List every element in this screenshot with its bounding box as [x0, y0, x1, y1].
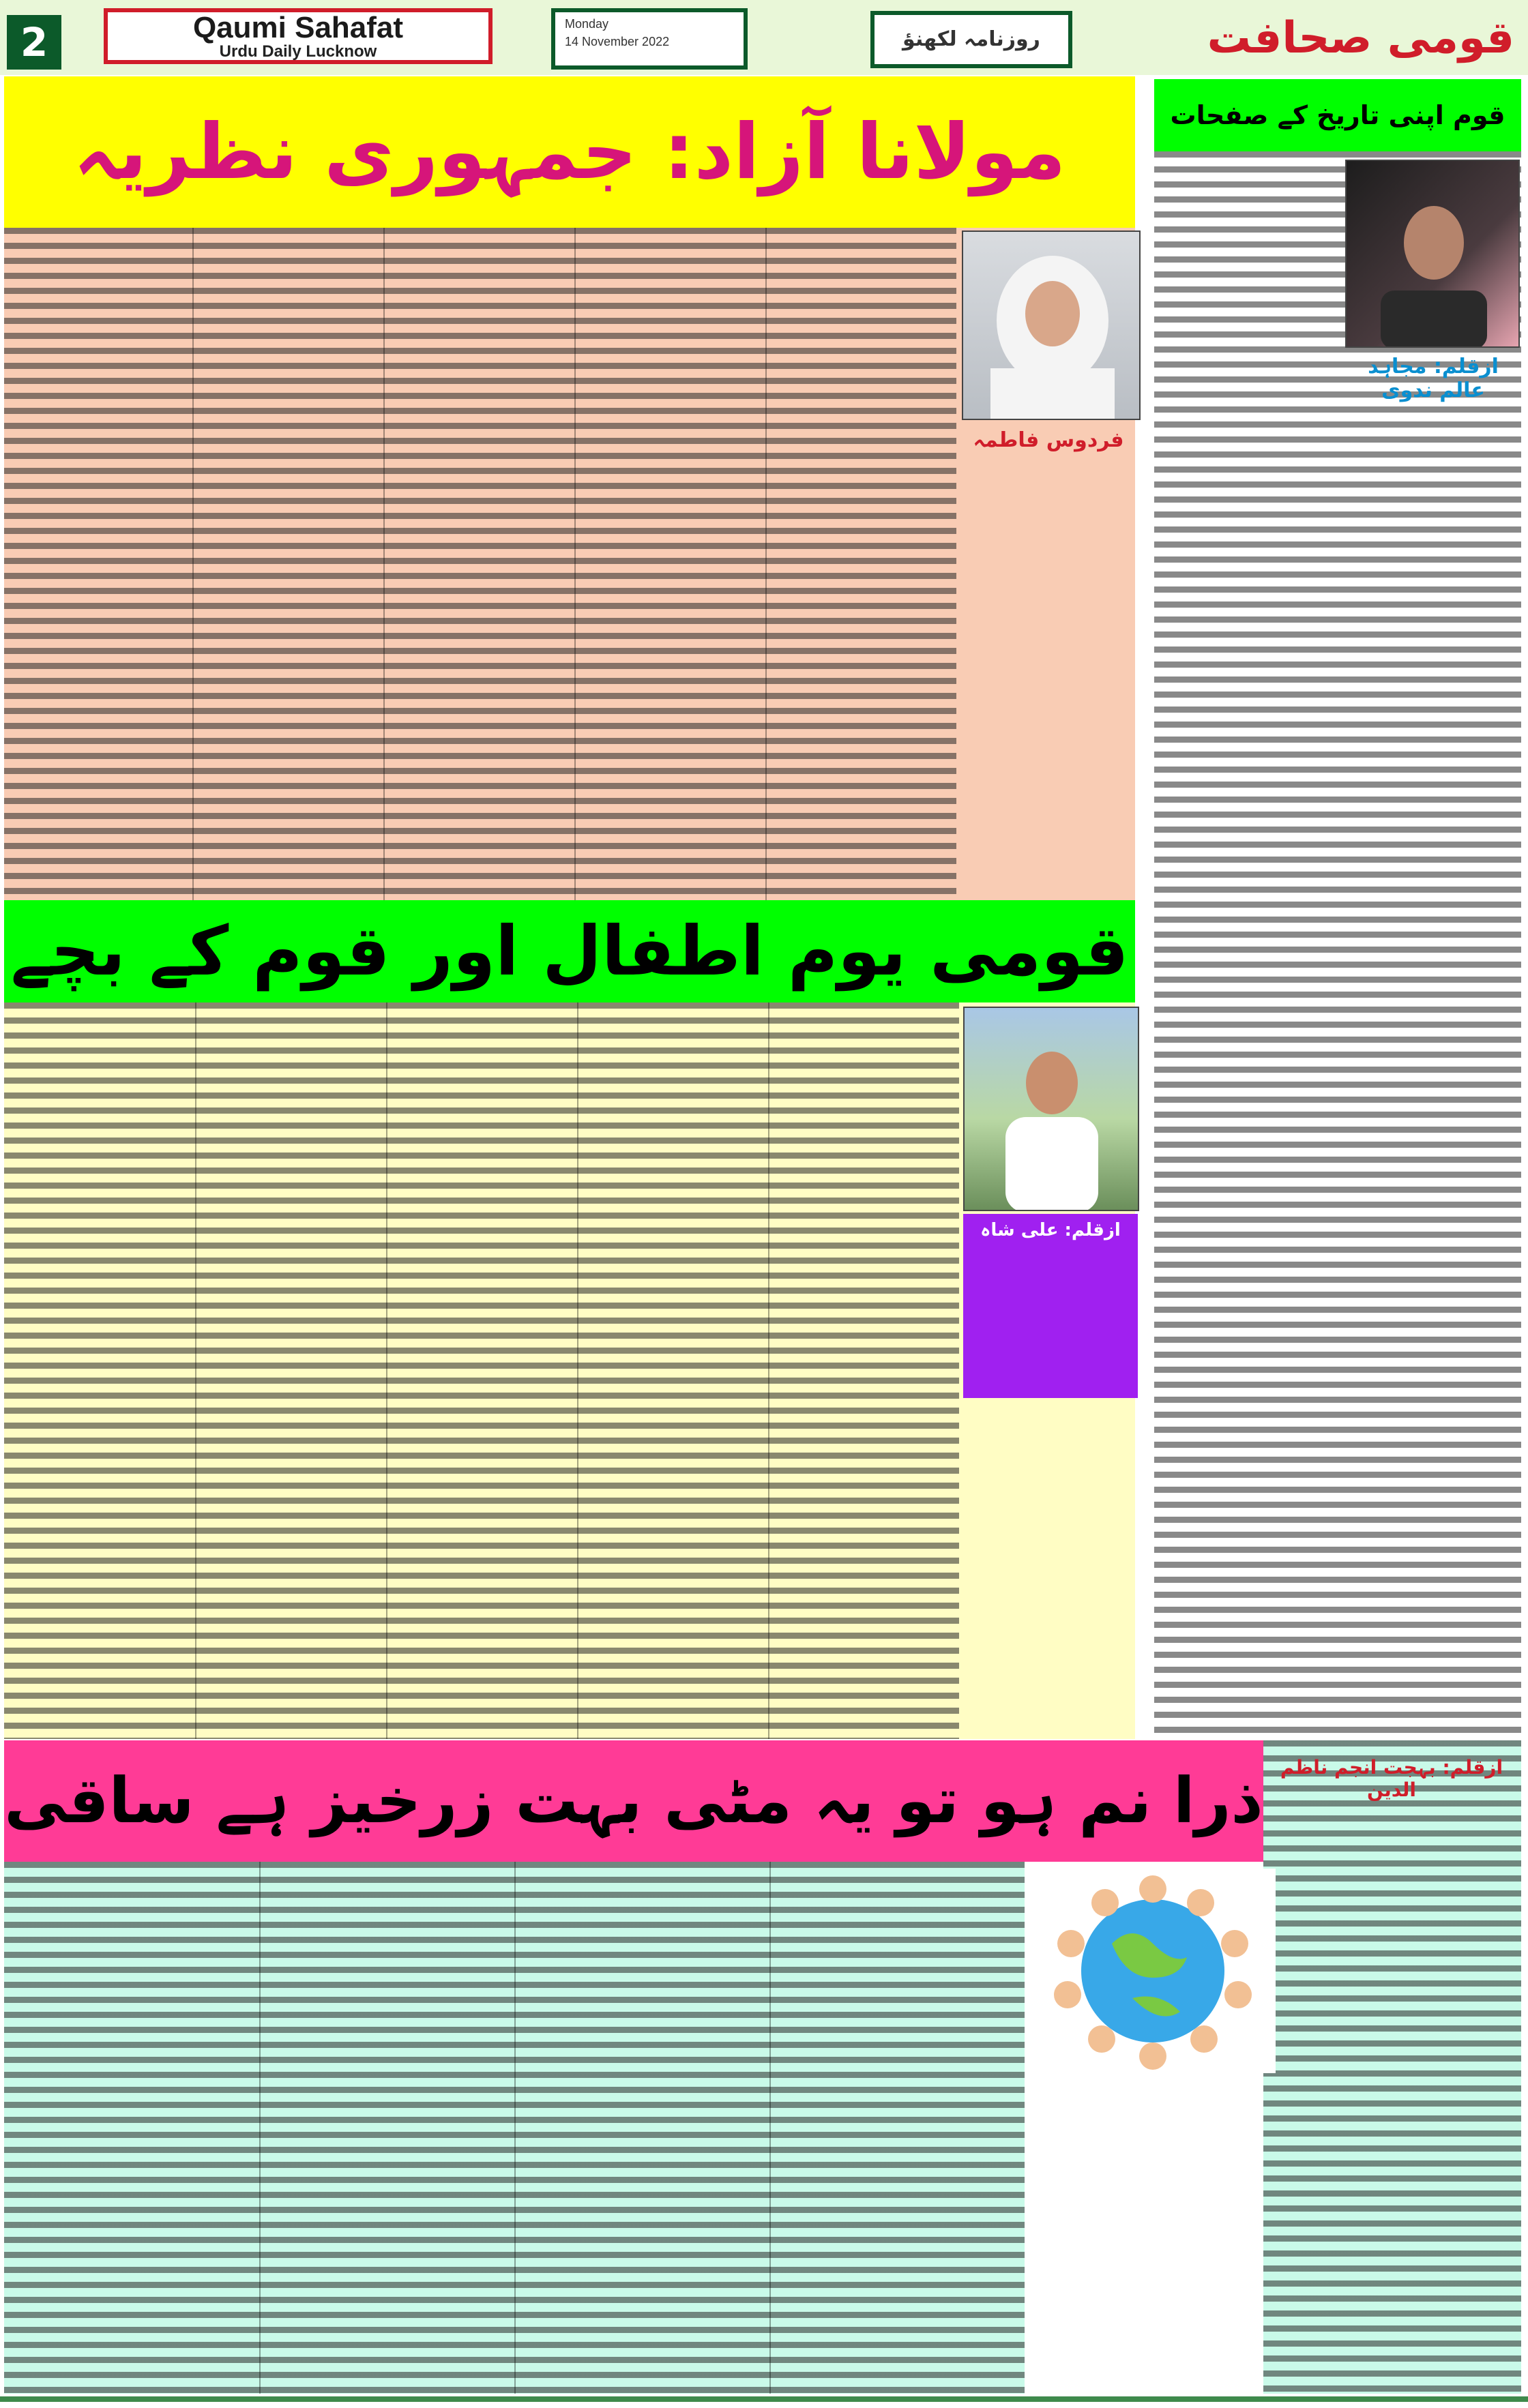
author-photo-2 — [963, 1007, 1139, 1211]
headline-maulana-azad: مولانا آزاد: جمہوری نظریہ — [4, 76, 1135, 228]
page-number: 2 — [7, 15, 61, 70]
article-1-text-columns — [4, 228, 956, 900]
footer-rule — [0, 2396, 1528, 2402]
newspaper-name-box — [104, 8, 493, 64]
article-3-side-column — [1263, 1740, 1521, 2394]
article-3-text-columns — [4, 1862, 1025, 2394]
date-text: 14 November 2022 — [565, 35, 670, 48]
byline-3: ازقلم: مجاہد عالم ندوی — [1368, 355, 1499, 402]
headline-right-column: قوم اپنی تاریخ کے صفحات — [1154, 79, 1521, 151]
byline-2: ازقلم: علی شاہ — [980, 1220, 1121, 1240]
author-photo-3 — [1345, 160, 1520, 348]
byline-4: ازقلم: بہجت انجم ناظم الدین — [1280, 1756, 1503, 1801]
city-label: روزنامہ لکھنؤ — [870, 11, 1072, 68]
headline-childrens-day: قومی یوم اطفال اور قوم کے بچے — [4, 900, 1135, 1002]
author-photo-1 — [962, 231, 1141, 420]
newspaper-name-latin: Qaumi Sahafat — [192, 11, 404, 44]
article-2-text-columns — [4, 1002, 959, 1739]
children-globe-illustration — [1030, 1869, 1276, 2073]
date-weekday: Monday — [565, 17, 609, 31]
headline-soil-fertile: ذرا نم ہو تو یہ مٹی بہت زرخیز ہے ساقی — [4, 1740, 1263, 1862]
newspaper-subtitle: Urdu Daily Lucknow — [219, 42, 377, 61]
newspaper-name-urdu: قومی صحافت — [1207, 13, 1514, 63]
date-box — [551, 8, 748, 70]
byline-1: فردوس فاطمہ — [973, 428, 1124, 452]
